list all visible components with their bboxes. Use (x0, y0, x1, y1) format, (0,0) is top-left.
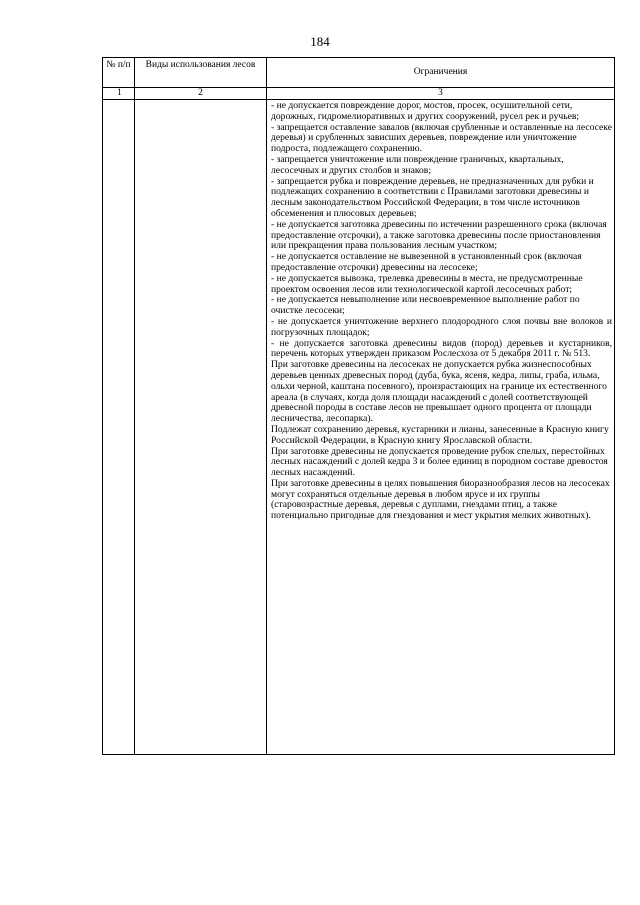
restrictions-text (267, 100, 614, 522)
table-row (103, 100, 615, 755)
restriction-paragraph: Подлежат сохранению деревья, кустарники и лианы, занесенные в Красную книгу Российской Федерации, в Красную книгу Ярославской области. (271, 423, 609, 446)
row-restrictions-cell (267, 100, 615, 755)
row-number-cell (103, 100, 135, 755)
restriction-paragraph: При заготовке древесины не допускается проведение рубок спелых, перестойных лесных насаждений с долей кедра 3 и более единиц в породном составе древостоя лесных насаждений. (271, 445, 608, 479)
row-use-type-cell (135, 100, 267, 755)
restriction-paragraph: - запрещается оставление завалов (включая срубленные и оставленные на лесосеке деревья) и срубленных зависших деревьев, повреждение или уничтожение подроста, подлежащего сохранению. (271, 121, 612, 155)
restriction-paragraph: При заготовке древесины в целях повышения биоразнообразия лесов на лесосеках могут сохраняться отдельные деревья в любом ярусе и их группы (старовозрастные деревья, деревья с дуплами, гнездами птиц, а также потенциально пригодные для гнездования и мест укрытия мелких животных). (271, 477, 610, 522)
restrictions-table (102, 57, 615, 755)
restriction-paragraph: - не допускается повреждение дорог, мостов, просек, осушительной сети, дорожных, гидромелиоративных и других сооружений, русел рек и ручьев; (271, 100, 580, 122)
restriction-paragraph: - не допускается оставление не вывезенной в установленный срок (включая предоставление отсрочки) древесины на лесосеке; (271, 251, 582, 273)
restriction-paragraph: - не допускается уничтожение верхнего плодородного слоя почвы вне волоков и погрузочных площадок; (271, 315, 612, 338)
header-number: № п/п (103, 58, 135, 88)
column-number-3: 3 (267, 88, 615, 100)
restriction-paragraph: - не допускается заготовка древесины видов (пород) деревьев и кустарников, перечень которых утвержден приказом Рослесхоза от 5 декабря 2011 г. № 513. (271, 337, 612, 360)
header-restrictions: Ограничения (267, 58, 615, 88)
restriction-paragraph: - запрещается рубка и повреждение деревьев, не предназначенных для рубки и подлежащих сохранению в соответствии с Правилами заготовки древесины и лесным законодательством Российской Федерации, в том числе источников обсеменения и плюсовых деревьев; (271, 175, 594, 219)
column-number-1: 1 (103, 88, 135, 100)
restriction-paragraph: - не допускается заготовка древесины по истечении разрешенного срока (включая предоставление отсрочки), а также заготовка древесины после приостановления или прекращения права пользования лесным участком; (271, 218, 607, 252)
table-header-row (103, 58, 615, 88)
restriction-paragraph: - запрещается уничтожение или повреждение граничных, квартальных, лесосечных и других столбов и знаков; (271, 153, 564, 176)
column-number-2: 2 (135, 88, 267, 100)
restriction-paragraph: При заготовке древесины на лесосеках не допускается рубка жизнеспособных деревьев ценных древесных пород (дуба, бука, ясеня, кедра, липы, граба, ильма, ольхи черной, каштана посевного), произрастающих на границе их естественного ареала (в случаях, когда доля площади насаждений с долей соответствующей древесной породы в составе лесов не превышает одного процента от площади лесничества, лесопарка). (271, 359, 607, 425)
restriction-paragraph: - не допускается вывозка, трелевка древесины в места, не предусмотренные проектом освоения лесов или технологической картой лесосечных работ; (271, 272, 583, 295)
page-number: 184 (310, 34, 330, 49)
restriction-paragraph: - не допускается невыполнение или несвоевременное выполнение работ по очистке лесосеки; (271, 294, 580, 317)
header-forest-use-types: Виды использования лесов (135, 58, 267, 88)
column-number-row (103, 88, 615, 100)
